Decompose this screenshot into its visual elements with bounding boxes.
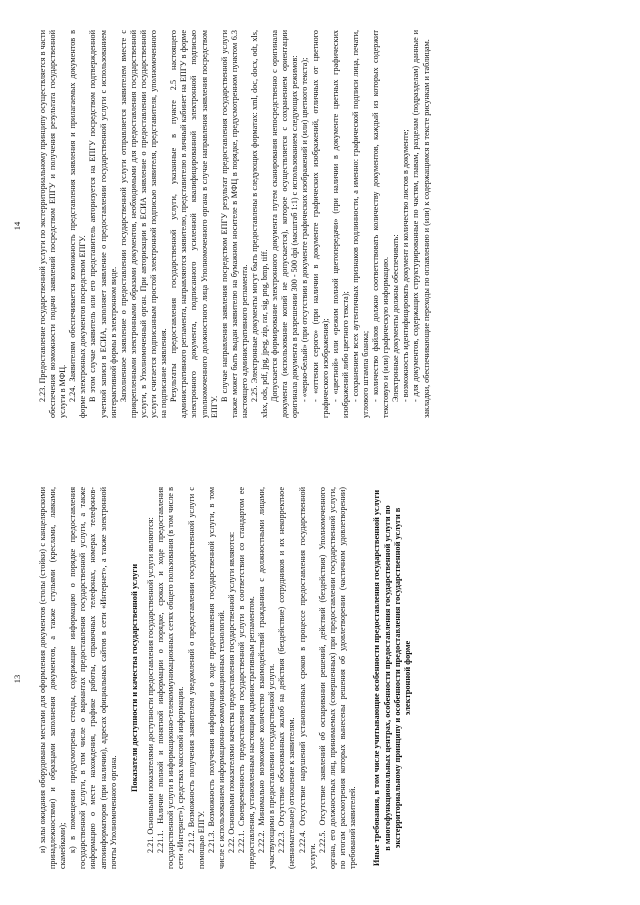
paragraph: - «цветной» или «режим полной цветопередачи» (при наличии в документе цветных графических изображений либо цветного текста);: [330, 30, 350, 418]
paragraph: 2.22.3. Отсутствие обоснованных жалоб на действия (бездействие) сотрудников и их некорректное (невнимательное) отношение к заявителям.: [277, 487, 297, 869]
paragraph: 2.22.5. Отсутствие заявлений об оспаривании решений, действий (бездействия) Уполномоченного органа, его должностных лиц, принимаемых (совершенных) при предоставлении государственной услуги, по итогам рассмотрения которых вынесены решения об удовлетворении (частичном удовлетворении) требований заявителей.: [317, 487, 358, 869]
page-number: 13: [12, 674, 22, 684]
paragraph: 2.22. Основными показателями качества предоставления государственной услуги являются:: [226, 531, 236, 853]
paragraph: В этом случае заявитель или его представитель авторизуется на ЕПГУ посредством подтвержденной учетной записи в ЕСИА, заполняет заявление о предоставлении государственной услуги с использованием интерактивной формы в электронном виде.: [88, 30, 118, 418]
paragraph: - сохранением всех аутентичных признаков подлинности, а именно: графической подписи лица, печати, углового штампа бланка;: [350, 30, 370, 418]
paragraph: 2.21.1. Наличие полной и понятной информации о порядке, сроках и ходе предоставления государственной услуги в информационно-телекоммуникационных сетях общего пользования (в том числе в сети «Интернет»), средствах массовой информации.: [156, 487, 186, 869]
paragraphs: [38, 30, 432, 418]
paragraph: - для документов, содержащих структурированные по частям, главам, разделам (подразделам) данные и закладки, обеспечивающие переходы по оглавлению и (или) к содержащимся в тексте рисункам и таблицам.: [411, 30, 431, 418]
section-heading: Показатели доступности и качества государственной услуги: [129, 563, 139, 793]
paragraph: Результаты предоставления государственной услуги, указанные в пункте 2.5 настоящего административного регламента, направляются заявителю, представителю в личный кабинет на ЕПГУ в форме электронного документа, подписанного усиленной квалифицированной электронной подписью уполномоченного должностного лица Уполномоченного органа в случае направления заявления посредством ЕПГУ.: [169, 30, 219, 418]
paragraph: Заполненное заявление о предоставлении государственной услуги отправляется заявителем вместе с прикрепленными электронными образами документов, необходимыми для предоставления государственной услуги, в Уполномоченный орган. При авторизации в ЕСИА заявление о предоставлении государственной услуги считается подписанным простой электронной подписью заявителя, представителя, уполномоченного на подписание заявления.: [118, 30, 169, 418]
paragraph: 2.24. Заявителям обеспечивается возможность представления заявления и прилагаемых документов в форме электронных документов посредством ЕПГУ.: [68, 30, 88, 418]
paragraph: 2.22.2. Минимально возможное количество взаимодействий гражданина с должностными лицами, участвующими в предоставлении государственной услуги.: [257, 487, 277, 869]
paragraph: - количество файлов должно соответствовать количеству документов, каждый из которых содержит текстовую и (или) графическую информацию.: [371, 30, 391, 418]
paragraph: к) в помещении предусмотрены стенды, содержащие информацию о порядке предоставления государственной услуги, в том числе о вариантах предоставления государственной услуги, а также информацию о месте нахождения, графике работы, справочных телефонах, номерах телефонов-автоинформаторов (при наличии), адресах официальных сайтов в сети «Интернет», а также электронной почты Уполномоченного органа.: [68, 487, 118, 869]
paragraph: 2.21. Основными показателями доступности предоставления государственной услуги являются:: [146, 517, 156, 853]
page-14: [0, 0, 640, 452]
section-heading-other-requirements: Иные требования, в том числе учитывающие особенности предоставления государственной услуги в многофункциональных центрах, особенности предоставления государственной услуги по экстерриториальному принципу и особенности предоставления государственной услуги в электронной форме: [372, 489, 413, 867]
paragraph: и) залы ожидания оборудованы местами для оформления документов (столы (стойки) с канцелярскими принадлежностями) и образцами заполнения документов, а также стульями (креслами, лавками, скамейками);: [38, 487, 68, 869]
paragraph: - «черно-белый» (при отсутствии в документе графических изображений и (или) цветного текста);: [300, 57, 310, 402]
paragraph: 2.22.1. Своевременность предоставления государственной услуги в соответствии со стандартом ее предоставления, установленным настоящим административным регламентом.: [237, 487, 257, 869]
paragraph: 2.21.3. Возможность получения информации о ходе предоставления государственной услуги, в том числе с использованием информационно-коммуникационных технологий.: [206, 487, 226, 869]
paragraph: - возможность идентифицировать документ и количество листов в документе;: [401, 129, 411, 402]
paragraph: Допускается формирование электронного документа путем сканирования непосредственно с оригинала документа (использование копий не допускается), которое осуществляется с сохранением ориентации оригинала документа в разрешении 300 - 500 dpi (масштаб 1:1) с использованием следующих режимов:: [270, 30, 300, 418]
paragraphs-indicators: [146, 487, 358, 869]
paragraph: - «оттенки серого» (при наличии в документе графических изображений, отличных от цветного графического изображения);: [310, 30, 330, 418]
paragraph: В случае направления заявления посредством ЕПГУ результат предоставления государственной услуги также может быть выдан заявителю на бумажном носителе в МФЦ в порядке, предусмотренном пунктом 6.3 настоящего административного регламента.: [219, 30, 249, 418]
paragraph: 2.23. Предоставление государственной услуги по экстерриториальному принципу осуществляется в части обеспечения возможности подачи заявлений посредством ЕПГУ и получения результата государственной услуги в МФЦ.: [38, 30, 68, 418]
page-number: 14: [12, 221, 22, 231]
paragraph: 2.21.2. Возможность получения заявителем уведомлений о предоставлении государственной услуги с помощью ЕПГУ.: [186, 487, 206, 869]
page-13: [0, 453, 640, 905]
paragraph: Электронные документы должны обеспечивать:: [391, 234, 401, 402]
paragraph: 2.25. Электронные документы могут быть предоставлены в следующих форматах: xml, doc, docx, odt, xls, xlsx, ods, pdf, jpg, jpeg, zip, rar, sig, png, bmp, tiff.: [249, 30, 270, 418]
paragraphs-top: [38, 487, 119, 869]
paragraph: 2.22.4. Отсутствие нарушений установленных сроков в процессе предоставления государственной услуги.: [297, 487, 317, 869]
